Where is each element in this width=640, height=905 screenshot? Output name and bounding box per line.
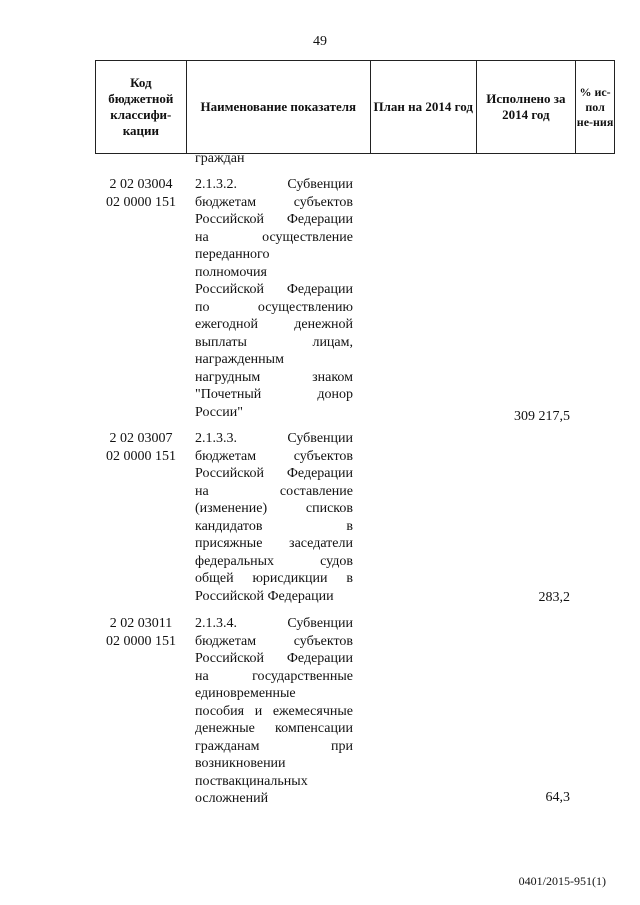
row-description xyxy=(195,430,353,605)
description-word: Федерации xyxy=(286,212,353,227)
description-line xyxy=(195,334,353,352)
continuation-text: граждан xyxy=(195,151,245,166)
description-line xyxy=(195,448,353,466)
description-line xyxy=(195,518,353,536)
description-word: пособия xyxy=(195,703,245,719)
description-word: России" xyxy=(195,404,243,420)
description-word: денежные xyxy=(195,721,255,736)
description-word: единовременные xyxy=(195,686,296,701)
description-line xyxy=(195,570,353,588)
description-line xyxy=(195,668,353,686)
description-word: составление xyxy=(279,483,353,499)
description-word: Российской Федерации xyxy=(195,588,334,604)
header-percent: % ис-пол не-ния xyxy=(576,84,614,129)
description-line xyxy=(195,500,353,518)
description-line xyxy=(195,738,353,756)
description-word: возникновении xyxy=(195,756,286,771)
code-line: 2 02 03011 xyxy=(109,616,173,631)
header-code: Код бюджетной классифи-кации xyxy=(96,61,187,153)
description-word: компенсации xyxy=(275,721,353,736)
description-line xyxy=(195,316,353,334)
description-word: переданного xyxy=(195,247,270,262)
description-word: Федерации xyxy=(286,651,353,666)
description-line xyxy=(195,755,353,773)
header-executed: Исполнено за 2014 год xyxy=(477,61,577,153)
row-code xyxy=(96,615,186,650)
description-line xyxy=(195,685,353,703)
description-line xyxy=(195,465,353,483)
description-word: федеральных xyxy=(195,553,275,569)
code-line: 02 0000 151 xyxy=(106,448,176,464)
description-word: осуществлению xyxy=(257,299,353,315)
row-code xyxy=(96,430,186,465)
description-line xyxy=(195,790,353,808)
description-word: гражданам xyxy=(195,738,260,754)
description-word: осуществление xyxy=(262,229,353,245)
description-word: государственные xyxy=(252,668,353,684)
description-word: Субвенции xyxy=(287,616,353,631)
description-line xyxy=(195,633,353,651)
description-word: на xyxy=(195,229,209,245)
description-line xyxy=(195,720,353,738)
description-word: лицам, xyxy=(312,334,353,350)
description-line xyxy=(195,553,353,571)
table-header xyxy=(95,60,615,154)
description-line xyxy=(195,535,353,553)
description-word: Российской xyxy=(195,651,264,666)
row-description xyxy=(195,615,353,808)
description-line xyxy=(195,211,353,229)
description-line xyxy=(195,703,353,721)
description-word: 2.1.3.3. xyxy=(195,431,237,446)
code-line: 2 02 03004 xyxy=(109,177,173,192)
description-word: по xyxy=(195,299,210,315)
description-word: награжденным xyxy=(195,352,284,367)
description-line xyxy=(195,281,353,299)
row-code xyxy=(96,176,186,211)
description-word: поствакцинальных xyxy=(195,773,308,789)
description-word: субъектов xyxy=(293,448,353,464)
description-word: бюджетам xyxy=(195,633,257,649)
description-word: (изменение) xyxy=(195,501,268,516)
page-number: 49 xyxy=(313,34,327,49)
description-line xyxy=(195,483,353,501)
description-line xyxy=(195,430,353,448)
code-line: 02 0000 151 xyxy=(106,194,176,210)
description-line xyxy=(195,369,353,387)
description-word: кандидатов xyxy=(195,518,263,534)
description-word: бюджетам xyxy=(195,448,257,464)
description-word: Федерации xyxy=(286,282,353,297)
description-line xyxy=(195,299,353,317)
description-word: осложнений xyxy=(195,791,269,806)
description-line xyxy=(195,773,353,791)
description-word: общей xyxy=(195,571,234,586)
description-word: денежной xyxy=(294,317,353,332)
code-line: 02 0000 151 xyxy=(106,633,176,649)
description-word: донор xyxy=(317,387,353,402)
description-word: ежемесячные xyxy=(272,703,353,719)
description-word: присяжные xyxy=(195,536,263,551)
description-word: и xyxy=(254,703,263,719)
description-word: Российской xyxy=(195,282,264,297)
description-line xyxy=(195,386,353,404)
description-word: на xyxy=(195,483,209,499)
description-word: юрисдикции xyxy=(252,571,328,586)
code-line: 2 02 03007 xyxy=(109,431,173,446)
description-line xyxy=(195,351,353,369)
header-plan: План на 2014 год xyxy=(371,61,477,153)
description-word: заседатели xyxy=(289,536,353,551)
description-word: Российской xyxy=(195,212,264,227)
description-line xyxy=(195,650,353,668)
description-word: в xyxy=(346,518,353,534)
header-name: Наименование показателя xyxy=(187,61,371,153)
description-word: выплаты xyxy=(195,334,247,350)
description-word: на xyxy=(195,668,209,684)
description-word: 2.1.3.2. xyxy=(195,177,237,192)
document-code: 0401/2015-951(1) xyxy=(518,874,606,888)
description-word: полномочия xyxy=(195,264,267,280)
description-word: бюджетам xyxy=(195,194,257,210)
row-description xyxy=(195,176,353,421)
description-word: Субвенции xyxy=(287,431,353,446)
description-line xyxy=(195,404,353,422)
description-word: в xyxy=(346,571,353,586)
description-word: 2.1.3.4. xyxy=(195,616,237,631)
description-word: Российской xyxy=(195,466,264,481)
description-line xyxy=(195,194,353,212)
description-line xyxy=(195,246,353,264)
description-word: нагрудным xyxy=(195,369,261,385)
row-executed: 283,2 xyxy=(538,590,570,605)
description-word: при xyxy=(331,738,353,754)
description-line xyxy=(195,176,353,194)
description-word: знаком xyxy=(312,369,353,385)
description-word: субъектов xyxy=(293,633,353,649)
description-word: Субвенции xyxy=(287,177,353,192)
description-line xyxy=(195,615,353,633)
description-word: списков xyxy=(305,501,353,516)
description-word: "Почетный xyxy=(195,387,262,402)
description-word: ежегодной xyxy=(195,317,259,332)
row-executed: 64,3 xyxy=(545,790,570,805)
description-line xyxy=(195,229,353,247)
description-word: субъектов xyxy=(293,194,353,210)
description-word: судов xyxy=(320,553,353,569)
row-executed: 309 217,5 xyxy=(514,409,570,424)
description-line xyxy=(195,264,353,282)
description-word: Федерации xyxy=(286,466,353,481)
description-line xyxy=(195,588,353,606)
